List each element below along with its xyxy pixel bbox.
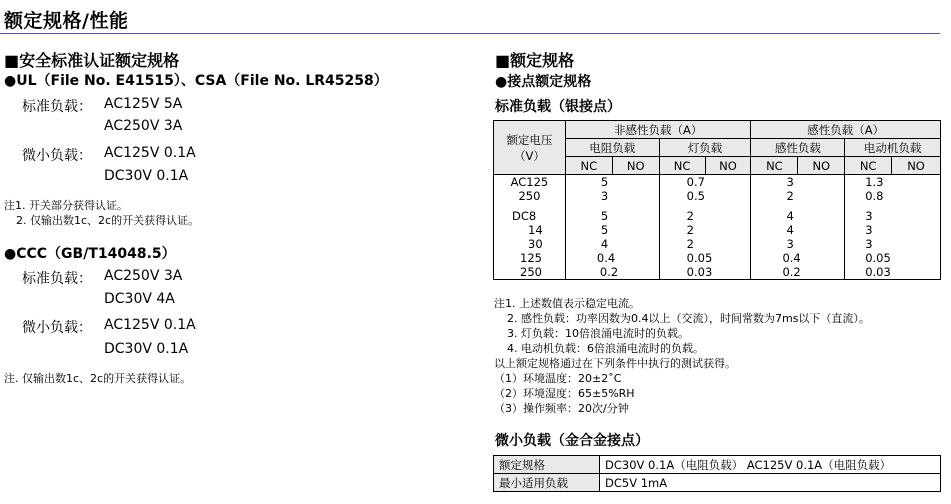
micro-load-gold-heading: 微小负载（金合金接点） — [495, 433, 649, 449]
ul-standard-load-label: 标准负载： — [22, 99, 92, 115]
inductive-header: 感性负载（A） — [751, 121, 941, 139]
ac-inductive-cell: 3 2 — [751, 175, 845, 204]
ul-micro-load-value-2: DC30V 0.1A — [104, 168, 189, 184]
test-condition-frequency: （3）操作频率：20次/分钟 — [494, 402, 629, 415]
safety-standard-heading: ■安全标准认证额定规格 — [4, 51, 180, 70]
voltage-header: 额定电压 （V） — [494, 121, 566, 175]
dc-lamp-cell: 2 2 2 0.05 0.03 — [659, 209, 751, 280]
ac-voltage-cell: AC125 250 — [494, 175, 566, 204]
no-header: NO — [705, 157, 751, 175]
rating-note-2: 2. 感性负载：功率因数为0.4以上（交流），时间常数为7ms以下（直流）。 — [507, 312, 870, 325]
micro-load-table — [493, 455, 941, 492]
dc-resistive-cell: 5 5 4 0.4 0.2 — [565, 209, 659, 280]
noninductive-header: 非感性负载（A） — [565, 121, 751, 139]
rating-note-1: 注1. 上述数值表示稳定电流。 — [494, 297, 640, 310]
dc-motor-cell: 3 3 3 0.05 0.03 — [845, 209, 941, 280]
ccc-note: 注. 仅输出数1c、2c的开关获得认证。 — [4, 372, 192, 385]
table-row — [494, 456, 941, 474]
min-applicable-load-value: DC5V 1mA — [600, 474, 941, 492]
ac-resistive-cell: 5 3 — [565, 175, 659, 204]
ccc-standard-load-value-1: AC250V 3A — [104, 268, 183, 284]
ccc-micro-load-value-1: AC125V 0.1A — [104, 317, 196, 333]
ul-note-1: 注1. 开关部分获得认证。 — [4, 199, 128, 212]
standard-load-silver-heading: 标准负载（银接点） — [495, 99, 621, 115]
nc-header: NC — [751, 157, 798, 175]
contact-rating-heading: ●接点额定规格 — [495, 74, 592, 90]
ul-micro-load-value-1: AC125V 0.1A — [104, 145, 196, 161]
motor-load-header: 电动机负载 — [845, 139, 941, 157]
ccc-micro-load-label: 微小负载： — [22, 320, 92, 336]
ul-note-2: 2. 仅输出数1c、2c的开关获得认证。 — [16, 214, 200, 227]
title-divider — [0, 33, 940, 34]
test-conditions-intro: 以上额定规格通过在下列条件中执行的测试获得。 — [494, 357, 736, 370]
table-row — [494, 474, 941, 492]
lamp-load-header: 灯负载 — [659, 139, 751, 157]
resistive-load-header: 电阻负载 — [565, 139, 659, 157]
nc-header: NC — [565, 157, 612, 175]
table-row — [494, 175, 941, 204]
contact-rating-table — [493, 120, 941, 280]
ccc-micro-load-value-2: DC30V 0.1A — [104, 341, 189, 357]
rated-spec-value: DC30V 0.1A（电阻负载） AC125V 0.1A（电阻负载） — [600, 456, 941, 474]
test-condition-humidity: （2）环境湿度：65±5%RH — [494, 387, 635, 400]
min-applicable-load-label: 最小适用负载 — [494, 474, 600, 492]
dc-inductive-cell: 4 4 3 0.4 0.2 — [751, 209, 845, 280]
nc-header: NC — [845, 157, 892, 175]
page-title: 额定规格/性能 — [4, 10, 129, 32]
table-row — [494, 209, 941, 280]
rating-heading: ■额定规格 — [495, 51, 575, 70]
rating-note-4: 4. 电动机负载：6倍浪涌电流时的负载。 — [507, 342, 704, 355]
no-header: NO — [798, 157, 845, 175]
test-condition-temperature: （1）环境温度：20±2˚C — [494, 372, 622, 385]
ac-motor-cell: 1.3 0.8 — [845, 175, 941, 204]
ul-micro-load-label: 微小负载： — [22, 148, 92, 164]
inductive-load-header: 感性负载 — [751, 139, 845, 157]
dc-voltage-cell: DC8 14 30 125 250 — [494, 209, 566, 280]
ul-standard-load-value-2: AC250V 3A — [104, 118, 183, 134]
ac-lamp-cell: 0.7 0.5 — [659, 175, 751, 204]
ccc-standard-load-value-2: DC30V 4A — [104, 291, 175, 307]
no-header: NO — [612, 157, 659, 175]
ccc-heading: ●CCC（GB/T14048.5） — [4, 246, 176, 262]
nc-header: NC — [659, 157, 705, 175]
ul-standard-load-value-1: AC125V 5A — [104, 96, 183, 112]
ul-csa-heading: ●UL（File No. E41515）、CSA（File No. LR45258） — [4, 73, 388, 89]
rating-note-3: 3. 灯负载：10倍浪涌电流时的负载。 — [507, 327, 689, 340]
ccc-standard-load-label: 标准负载： — [22, 271, 92, 287]
rated-spec-label: 额定规格 — [494, 456, 600, 474]
no-header: NO — [892, 157, 941, 175]
